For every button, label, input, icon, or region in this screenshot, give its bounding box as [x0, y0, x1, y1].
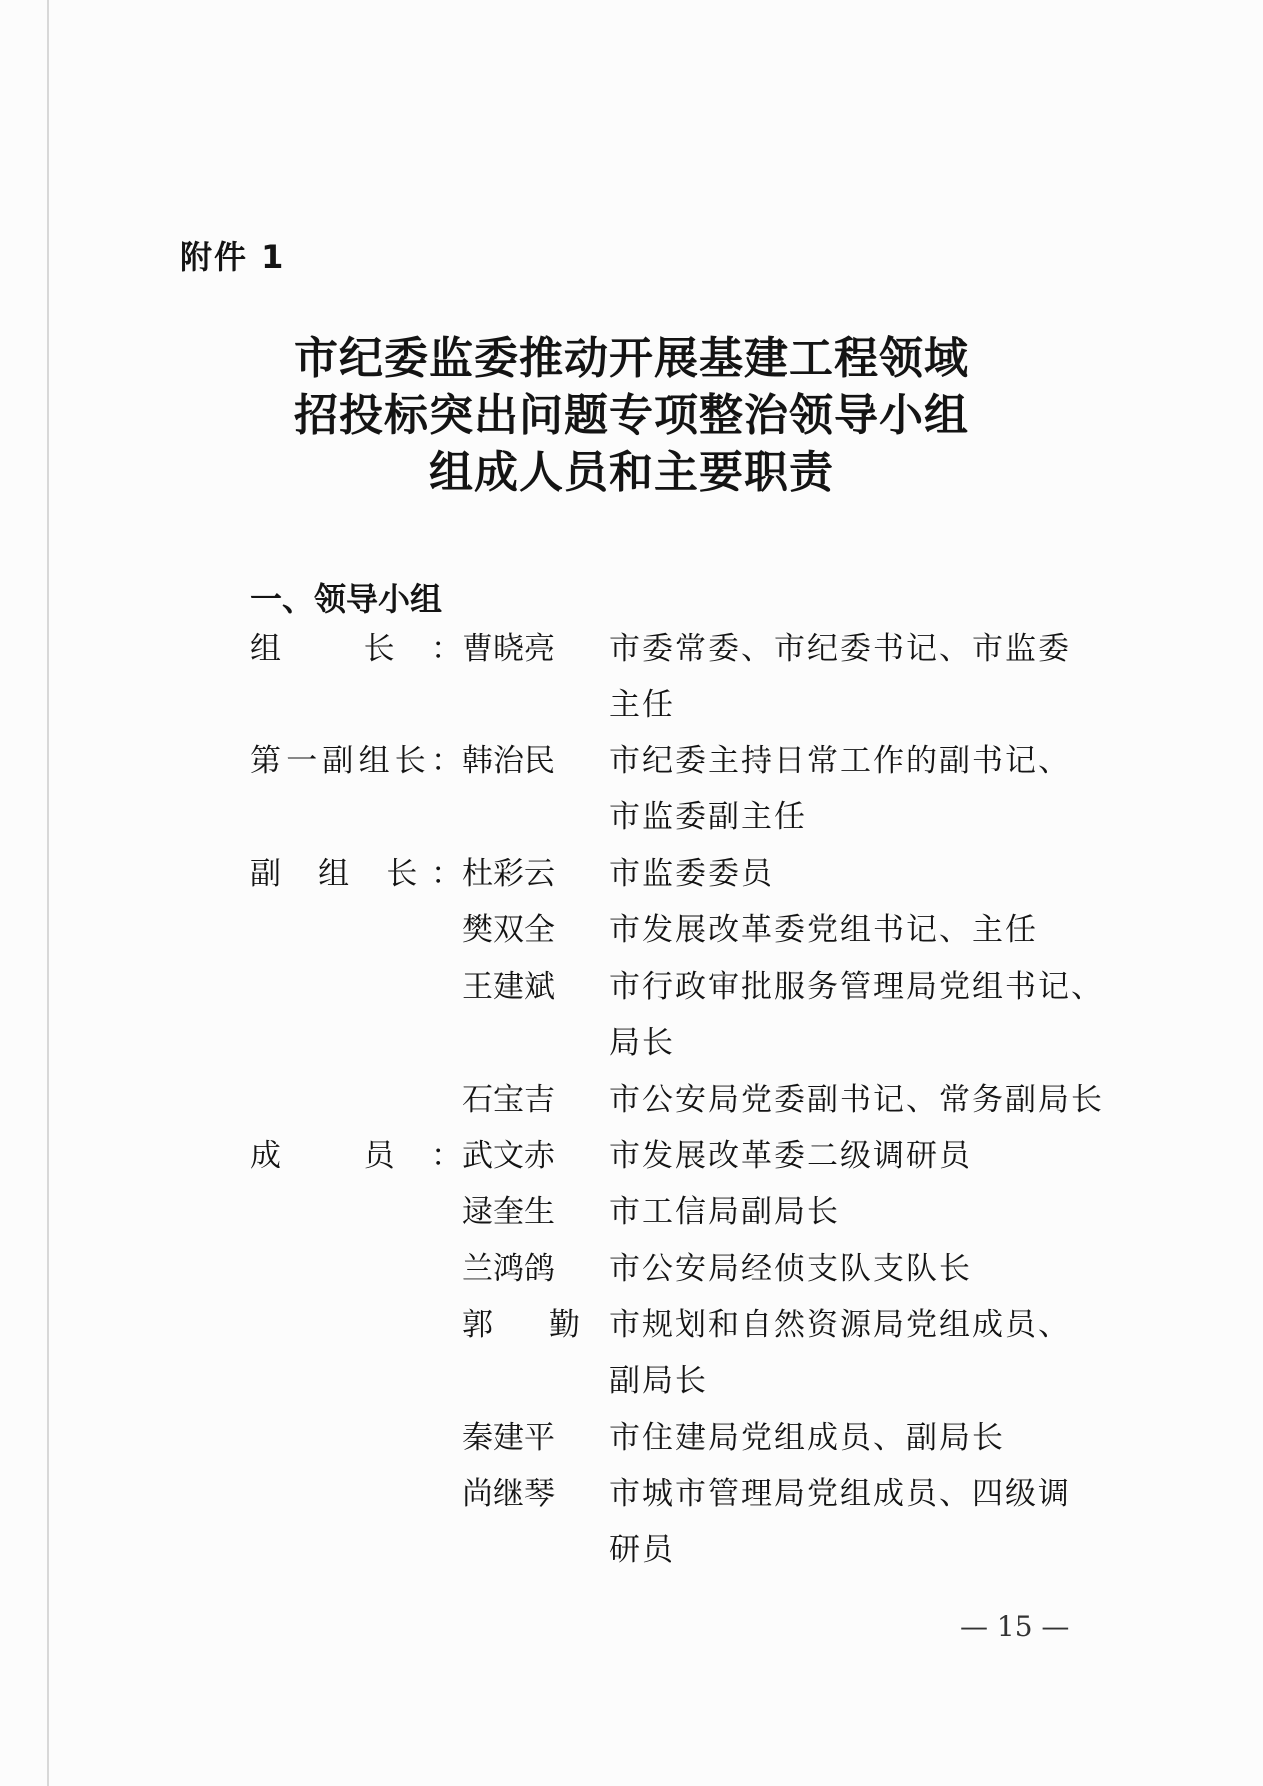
role-label-leader: 组 长：: [250, 631, 462, 667]
member-duty: 市发展改革委党组书记、主任: [609, 912, 1038, 948]
member-duty-continued: 副局长: [609, 1363, 708, 1399]
title-line-1: 市纪委监委推动开展基建工程领域: [294, 333, 969, 384]
role-label-member: 成 员：: [250, 1138, 462, 1174]
title-line-3: 组成人员和主要职责: [429, 447, 834, 498]
member-duty: 市监委委员: [609, 856, 774, 892]
member-duty-continued: 主任: [609, 687, 675, 723]
member-duty: 市公安局党委副书记、常务副局长: [609, 1082, 1104, 1118]
member-name: 秦建平: [462, 1420, 555, 1456]
attachment-label: 附件 1: [180, 238, 286, 276]
member-duty: 市规划和自然资源局党组成员、: [609, 1307, 1071, 1343]
member-name: 韩治民: [462, 743, 555, 779]
member-duty-continued: 局长: [609, 1025, 675, 1061]
document-title: [150, 330, 1113, 501]
member-name: 尚继琴: [462, 1476, 555, 1512]
member-name: 武文赤: [462, 1138, 555, 1174]
binding-edge-line: [47, 0, 49, 1786]
member-name: 兰鸿鸽: [462, 1251, 555, 1287]
member-duty-continued: 市监委副主任: [609, 799, 807, 835]
page-number: — 15 —: [960, 1610, 1070, 1643]
member-name: 王建斌: [462, 969, 555, 1005]
member-duty: 市住建局党组成员、副局长: [609, 1420, 1005, 1456]
member-duty: 市公安局经侦支队支队长: [609, 1251, 972, 1287]
member-duty: 市发展改革委二级调研员: [609, 1138, 972, 1174]
member-duty: 市纪委主持日常工作的副书记、: [609, 743, 1071, 779]
section-heading-leadership-group: 一、领导小组: [250, 580, 443, 618]
role-label-first-deputy: 第一副组长：: [250, 743, 462, 779]
member-name: 樊双全: [462, 912, 555, 948]
member-duty-continued: 研员: [609, 1532, 675, 1568]
member-name: 石宝吉: [462, 1082, 555, 1118]
role-label-deputy: 副 组 长：: [250, 856, 462, 892]
member-name: 杜彩云: [462, 856, 555, 892]
member-name: 曹晓亮: [462, 631, 555, 667]
title-line-2: 招投标突出问题专项整治领导小组: [294, 390, 969, 441]
member-name: 逯奎生: [462, 1194, 555, 1230]
member-duty: 市委常委、市纪委书记、市监委: [609, 631, 1071, 667]
member-duty: 市行政审批服务管理局党组书记、: [609, 969, 1104, 1005]
member-duty: 市城市管理局党组成员、四级调: [609, 1476, 1071, 1512]
member-name: 郭 勤: [462, 1307, 580, 1343]
member-duty: 市工信局副局长: [609, 1194, 840, 1230]
